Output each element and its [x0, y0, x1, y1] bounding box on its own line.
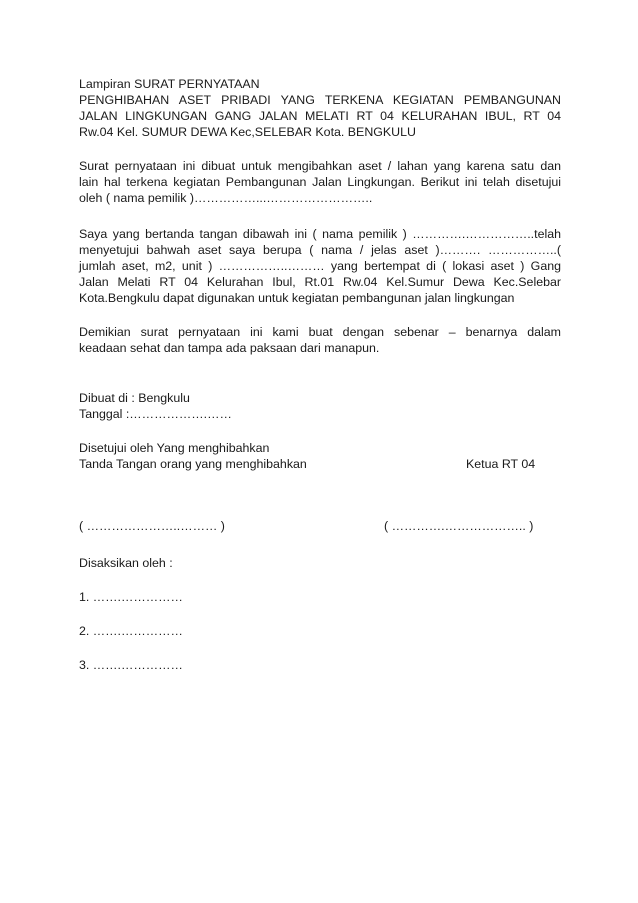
consent-paragraph [79, 226, 561, 306]
signature-labels-row [79, 456, 561, 472]
consent-line-3: jumlah aset, m2, unit ) ……………..……… yang bertempat di ( lokasi aset ) Gang [79, 259, 561, 273]
statement-line-1: Surat pernyataan ini dibuat untuk mengibahkan aset / lahan yang karena satu dan [79, 159, 561, 173]
witness-item-2: 2. …….…………… [79, 624, 183, 638]
document-title-line-2: JALAN LINGKUNGAN GANG JALAN MELATI RT 04 KELURAHAN IBUL, RT 04 [79, 109, 561, 123]
document-page [79, 76, 561, 673]
witness-title: Disaksikan oleh : [79, 556, 173, 570]
witness-block [79, 555, 561, 673]
closing-line-2: keadaan sehat dan tampa ada paksaan dari manapun. [79, 341, 380, 355]
witness-item-3: 3. …….…………… [79, 658, 183, 672]
document-header [79, 76, 561, 140]
closing-paragraph [79, 324, 561, 356]
statement-paragraph [79, 158, 561, 206]
witness-item-1: 1. …….…………… [79, 590, 183, 604]
rt-head-signature-line: ( ………….……………….. ) [384, 519, 534, 533]
donor-signature-label: Tanda Tangan orang yang menghibahkan [79, 457, 307, 471]
statement-line-2: lain hal terkena kegiatan Pembangunan Jalan Lingkungan. Berikut ini telah disetujui [79, 175, 561, 189]
consent-line-4: Jalan Melati RT 04 Kelurahan Ibul, Rt.01 Rw.04 Kel.Sumur Dewa Kec.Selebar [79, 275, 561, 289]
rt-head-label: Ketua RT 04 [466, 457, 536, 471]
date-field: Tanggal :……………….…… [79, 407, 232, 421]
signature-lines-row [79, 518, 561, 534]
consent-line-1: Saya yang bertanda tangan dibawah ini ( nama pemilik ) ………….……………..telah [79, 227, 561, 241]
document-title-line-3: Rw.04 Kel. SUMUR DEWA Kec,SELEBAR Kota. BENGKULU [79, 125, 416, 139]
consent-line-2: menyetujui bahwah aset saya berupa ( nama / jelas aset )………. ……………..( [79, 243, 561, 257]
donor-signature-line: ( …………………..……… ) [79, 519, 225, 533]
place-date-block [79, 390, 561, 422]
document-title-line-1: PENGHIBAHAN ASET PRIBADI YANG TERKENA KEGIATAN PEMBANGUNAN [79, 93, 561, 107]
approval-block [79, 440, 561, 472]
approved-by-label: Disetujui oleh Yang menghibahkan [79, 441, 270, 455]
place-made: Dibuat di : Bengkulu [79, 391, 190, 405]
closing-line-1: Demikian surat pernyataan ini kami buat dengan sebenar – benarnya dalam [79, 325, 561, 339]
consent-line-5: Kota.Bengkulu dapat digunakan untuk kegiatan pembangunan jalan lingkungan [79, 291, 515, 305]
attachment-label: Lampiran SURAT PERNYATAAN [79, 77, 260, 91]
statement-line-3: oleh ( nama pemilik )……………...…………………….. [79, 191, 373, 205]
